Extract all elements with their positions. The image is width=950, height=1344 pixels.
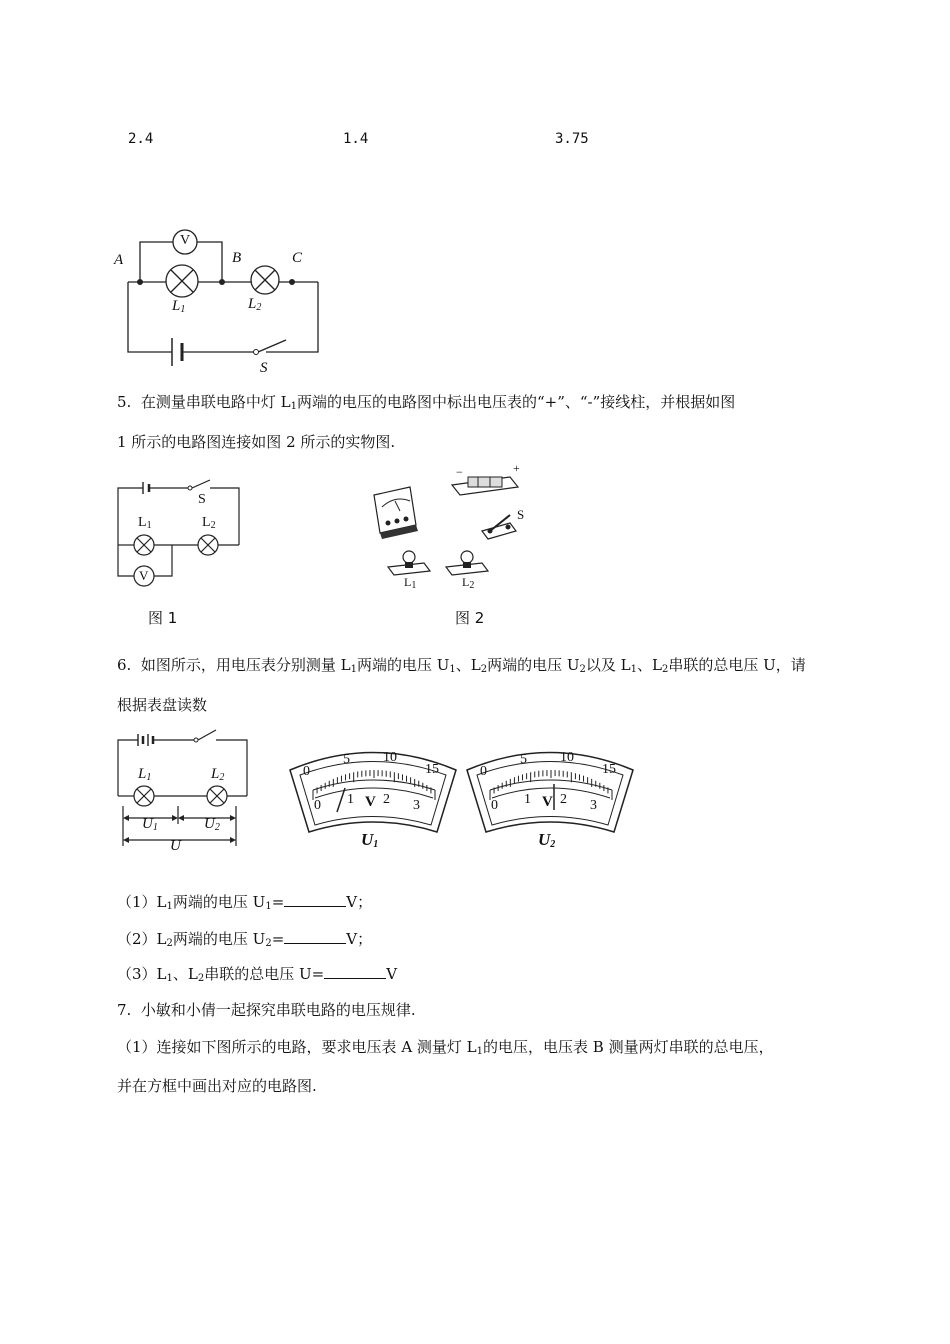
value-cell-2: 1.4 xyxy=(343,131,369,147)
q7-text: 小敏和小倩一起探究串联电路的电压规律. xyxy=(140,1001,416,1019)
meter2-unit: V xyxy=(542,794,553,810)
value-cell-1: 2.4 xyxy=(128,131,154,147)
fig1-voltmeter-label: V xyxy=(139,568,149,583)
answer3-blank[interactable] xyxy=(324,964,386,979)
fig1-l2-sub: 2 xyxy=(210,520,216,531)
lamp-l2-sub: 2 xyxy=(256,302,262,313)
node-label-a: A xyxy=(114,252,124,268)
fig1-l2-letter: L xyxy=(202,515,211,530)
figure-2-components xyxy=(360,465,540,595)
physical-voltmeter-icon xyxy=(374,487,418,539)
q6-text-e: 以及 L xyxy=(585,656,631,674)
physical-lamp-1-icon xyxy=(388,551,430,575)
fig2-switch-label: S xyxy=(517,507,525,522)
q6-line2: 根据表盘读数 xyxy=(117,696,208,714)
series-circuit-diagram xyxy=(110,222,330,387)
q6-u-label: U xyxy=(170,838,181,854)
meter2-bottom-2: 2 xyxy=(560,792,567,807)
switch-label: S xyxy=(260,360,268,376)
q6-u2-label xyxy=(204,816,220,833)
q6-u2-sub: 2 xyxy=(214,822,220,833)
answer2-mid: 两端的电压 U xyxy=(172,930,266,948)
q6-answer-1 xyxy=(117,892,372,917)
meter1-letter: U xyxy=(361,830,374,849)
answer3-unit: V xyxy=(386,965,398,983)
meter2-bottom-0: 0 xyxy=(491,798,498,813)
answer2-sub: 2 xyxy=(166,938,173,949)
q6-sub6: 2 xyxy=(661,664,669,675)
figure-1 xyxy=(110,475,250,595)
fig2-l2-letter: L xyxy=(462,575,470,589)
fig2-l1-sub: 1 xyxy=(411,580,417,591)
meter1-unit: V xyxy=(365,794,376,810)
voltmeter-dial-1 xyxy=(285,740,460,860)
answer2-blank[interactable] xyxy=(284,929,346,944)
figure-2 xyxy=(360,461,540,595)
q6-answer-2 xyxy=(117,929,372,954)
node-label-b: B xyxy=(232,250,242,266)
q6-text-g: 串联的总电压 U，请 xyxy=(668,656,806,674)
q7-line1 xyxy=(117,1000,416,1020)
q6-l1-sub: 1 xyxy=(146,772,152,783)
q6-sub4: 2 xyxy=(579,664,586,675)
meter2-top-10: 10 xyxy=(560,750,574,765)
fig2-l1-label xyxy=(404,575,416,591)
meter2-letter: U xyxy=(538,830,551,849)
lamp-l1-letter: L xyxy=(172,298,181,314)
lamp-l1-sub: 1 xyxy=(180,304,186,315)
answer1-unit: V； xyxy=(346,893,373,911)
meter1-top-5: 5 xyxy=(343,752,350,767)
answer3-prefix: （3）L xyxy=(117,965,167,983)
q6-line1 xyxy=(117,655,806,680)
meter1-bottom-2: 2 xyxy=(383,792,390,807)
answer1-suffix: = xyxy=(271,893,285,911)
q6-sub1: 1 xyxy=(350,664,357,675)
lamp-l2-letter: L xyxy=(248,296,257,312)
meter2-sub: 2 xyxy=(550,839,556,850)
fig2-battery-plus: + xyxy=(513,461,520,475)
q6-u1-letter: U xyxy=(142,816,153,832)
q6-text-c: 、L xyxy=(455,656,481,674)
q6-number: 6. xyxy=(117,656,132,674)
q7-line2 xyxy=(117,1037,774,1062)
q6-circuit-diagram xyxy=(110,728,255,858)
meter1-sub: 1 xyxy=(373,839,379,850)
meter1-top-10: 10 xyxy=(383,750,397,765)
q6-u1-sub: 1 xyxy=(152,822,158,833)
meter2-top-15: 15 xyxy=(602,762,616,777)
node-label-c: C xyxy=(292,250,303,266)
answer1-sub: 1 xyxy=(166,901,173,912)
meter2-top-5: 5 xyxy=(520,752,527,767)
fig2-l2-sub: 2 xyxy=(469,580,475,591)
figure-1-circuit xyxy=(110,475,250,595)
fig1-switch-label: S xyxy=(198,492,206,507)
meter1-top-15: 15 xyxy=(425,762,439,777)
answer2-suffix: = xyxy=(271,930,285,948)
fig2-caption: 图 2 xyxy=(455,609,485,627)
q6-circuit-figure xyxy=(110,728,255,858)
q7-number: 7. xyxy=(117,1001,132,1019)
lamp-l1-label xyxy=(172,298,185,315)
meter1-bottom-0: 0 xyxy=(314,798,321,813)
fig2-l1-letter: L xyxy=(404,575,412,589)
meter1-label xyxy=(361,830,378,850)
q7-text-b: 的电压，电压表 B 测量两灯串联的总电压， xyxy=(483,1038,774,1056)
answer3-suffix: 串联的总电压 U= xyxy=(204,965,325,983)
answer1-blank[interactable] xyxy=(284,892,346,907)
q6-u2-letter: U xyxy=(204,816,215,832)
answer3-sub2: 2 xyxy=(197,973,205,984)
meter1-bottom-1: 1 xyxy=(347,792,354,807)
fig1-caption: 图 1 xyxy=(148,609,178,627)
q6-text-b: 两端的电压 U xyxy=(356,656,450,674)
answer2-sub2: 2 xyxy=(265,938,272,949)
physical-lamp-2-icon xyxy=(446,551,488,575)
meter2-top-0: 0 xyxy=(480,764,487,779)
voltmeter-dial-2 xyxy=(462,740,637,860)
q5-text-b: 两端的电压的电路图中标出电压表的“+”、“-”接线柱，并根据如图 xyxy=(296,393,736,411)
answer1-prefix: （1）L xyxy=(117,893,167,911)
q5-text-a: 在测量串联电路中灯 L xyxy=(140,393,291,411)
q6-text-a: 如图所示，用电压表分别测量 L xyxy=(140,656,351,674)
q5-line2: 1 所示的电路图连接如图 2 所示的实物图. xyxy=(117,433,396,451)
voltmeter-label: V xyxy=(180,233,191,248)
answer2-unit: V； xyxy=(346,930,373,948)
meter1-bottom-3: 3 xyxy=(413,798,420,813)
q6-sub3: 2 xyxy=(480,664,488,675)
fig1-l1-letter: L xyxy=(138,515,147,530)
q6-sub2: 1 xyxy=(449,664,456,675)
q6-l1-letter: L xyxy=(138,766,147,782)
q6-l1-label xyxy=(138,766,151,783)
q7-line3: 并在方框中画出对应的电路图. xyxy=(117,1077,317,1095)
q6-text-d: 两端的电压 U xyxy=(487,656,580,674)
q6-l2-label xyxy=(211,766,224,783)
q6-text-f: 、L xyxy=(637,656,662,674)
q6-sub5: 1 xyxy=(630,664,638,675)
fig2-l2-label xyxy=(462,575,474,591)
q7-text-a: （1）连接如下图所示的电路，要求电压表 A 测量灯 L xyxy=(117,1038,477,1056)
lamp-l2-label xyxy=(248,296,261,313)
answer3-sub: 1 xyxy=(166,973,173,984)
meter1-top-0: 0 xyxy=(303,764,310,779)
physical-switch-icon xyxy=(482,515,516,539)
q6-u1-label xyxy=(142,816,158,833)
fig1-l1-sub: 1 xyxy=(146,520,152,531)
q6-l2-letter: L xyxy=(211,766,220,782)
q5-sub: 1 xyxy=(290,401,297,412)
q6-l2-sub: 2 xyxy=(219,772,225,783)
fig2-battery-minus: − xyxy=(456,465,463,479)
value-cell-3: 3.75 xyxy=(555,131,589,147)
series-circuit-figure xyxy=(110,222,330,387)
fig1-l1-label xyxy=(138,515,152,531)
q6-answer-3 xyxy=(117,964,397,989)
answer2-prefix: （2）L xyxy=(117,930,167,948)
answer1-mid: 两端的电压 U xyxy=(172,893,266,911)
answer1-sub2: 1 xyxy=(265,901,272,912)
answer3-mid: 、L xyxy=(172,965,198,983)
fig1-l2-label xyxy=(202,515,216,531)
q5-line1 xyxy=(117,392,735,417)
q5-number: 5. xyxy=(117,393,132,411)
meter2-bottom-1: 1 xyxy=(524,792,531,807)
meter2-bottom-3: 3 xyxy=(590,798,597,813)
meter2-label xyxy=(538,830,555,850)
q7-sub: 1 xyxy=(476,1046,484,1057)
